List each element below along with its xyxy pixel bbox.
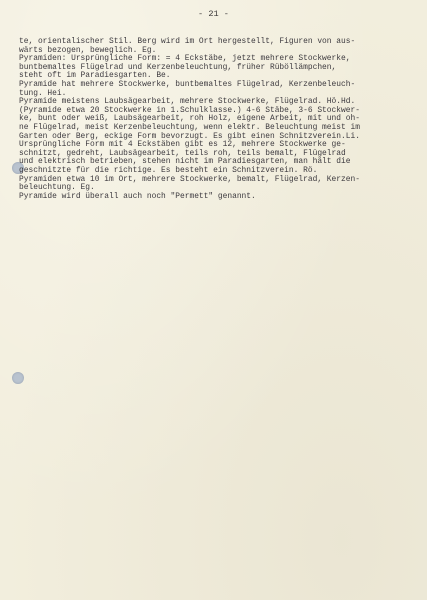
text-line: (Pyramide etwa 20 Stockwerke in 1.Schulklasse.) 4-6 Stäbe, 3-6 Stockwer-	[19, 105, 360, 115]
text-line: Pyramide hat mehrere Stockwerke, buntbemaltes Flügelrad, Kerzenbeleuch-	[19, 79, 356, 89]
text-line: und elektrisch betrieben, stehen nicht im Paradiesgarten, man hält die	[19, 157, 351, 167]
text-line: te, orientalischer Stil. Berg wird im Ort hergestellt, Figuren von aus-	[19, 37, 356, 46]
text-line: wärts bezogen, beweglich. Eg.	[19, 45, 157, 55]
text-line: beleuchtung. Eg.	[19, 183, 95, 193]
text-line: Pyramiden etwa 10 im Ort, mehrere Stockwerke, bemalt, Flügelrad, Kerzen-	[19, 174, 360, 184]
text-line: tung. Hei.	[19, 88, 67, 98]
text-line: buntbemaltes Flügelrad und Kerzenbeleuchtung, früher Rüböllämpchen,	[19, 62, 337, 72]
text-line: ne Flügelrad, meist Kerzenbeleuchtung, wenn elektr. Beleuchtung meist im	[19, 122, 360, 132]
text-line: Ursprüngliche Form mit 4 Eckstäben gibt es 12, mehrere Stockwerke ge-	[19, 140, 346, 150]
text-line: steht oft im Paradiesgarten. Be.	[19, 71, 171, 81]
text-line: geschnitzte für die richtige. Es besteht ein Schnitzverein. Rö.	[19, 165, 318, 175]
text-line: Pyramiden: Ursprüngliche Form: = 4 Eckstäbe, jetzt mehrere Stockwerke,	[19, 54, 351, 64]
page-number: - 21 -	[198, 9, 229, 19]
text-line: schnitzt, gedreht, Laubsägearbeit, teils roh, teils bemalt, Flügelrad	[19, 148, 346, 158]
text-line: Pyramide meistens Laubsägearbeit, mehrere Stockwerke, Flügelrad. Hö.Hd.	[19, 97, 356, 107]
text-line: ke, bunt oder weiß, Laubsägearbeit, roh Holz, eigene Arbeit, mit und oh-	[19, 114, 360, 124]
text-line: Pyramide wird überall auch noch "Permett" genannt.	[19, 191, 256, 201]
text-line: Garten oder Berg, eckige Form bevorzugt. Es gibt einen Schnitzverein.Li.	[19, 131, 360, 141]
punch-hole-bottom	[12, 372, 24, 384]
typed-text-body	[19, 38, 419, 201]
